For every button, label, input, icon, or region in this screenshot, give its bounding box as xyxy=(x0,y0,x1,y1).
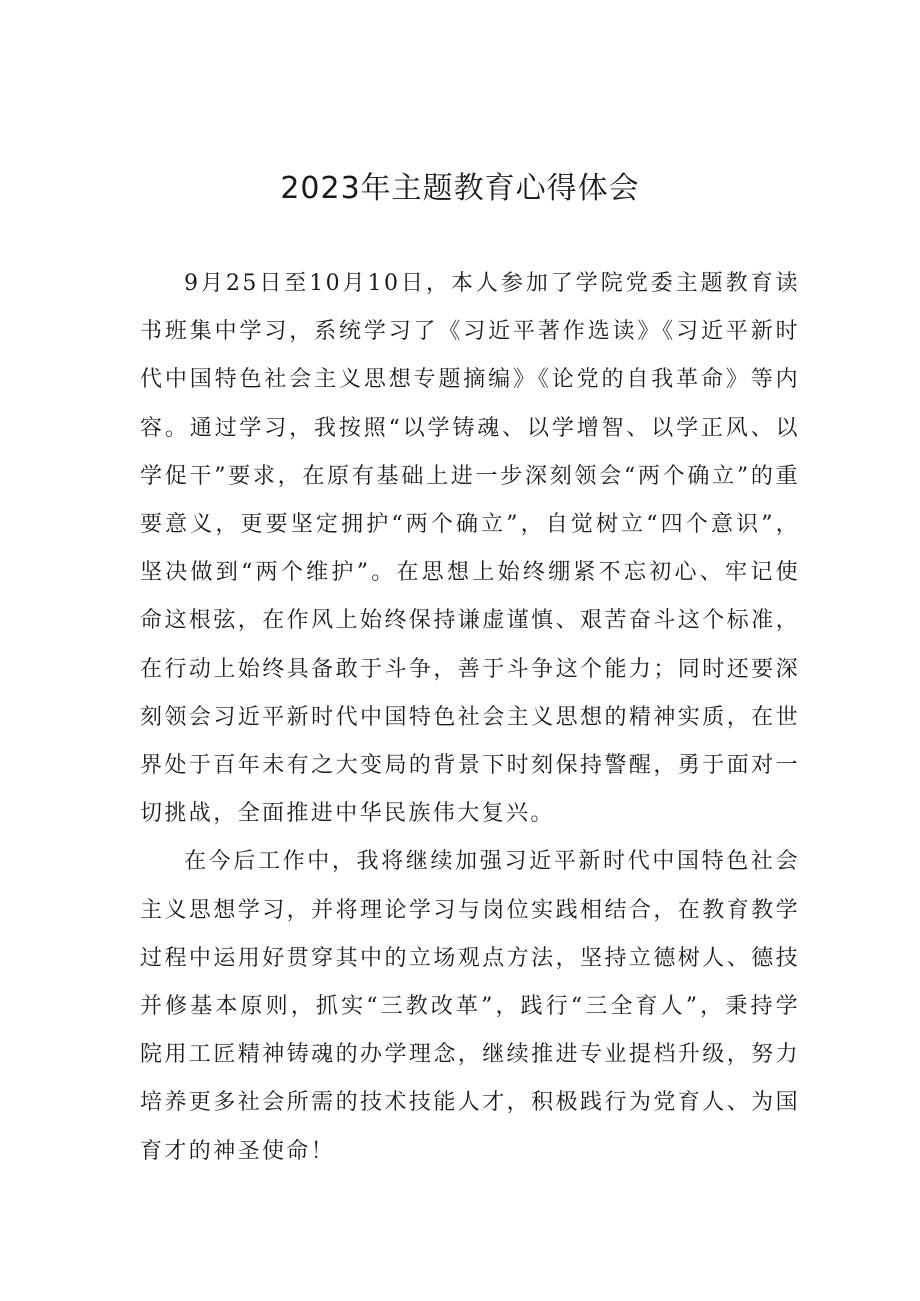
document-body xyxy=(140,260,800,1176)
document-title: 2023年主题教育心得体会 xyxy=(280,171,640,206)
paragraph-1: 9月25日至10月10日，本人参加了学院党委主题教育读书班集中学习，系统学习了《习近平著作选读》《习近平新时代中国特色社会主义思想专题摘编》《论党的自我革命》等内容。通过学习，我按照“以学铸魂、以学增智、以学正风、以学促干”要求，在原有基础上进一步深刻领会“两个确立”的重要意义，更要坚定拥护“两个确立”，自觉树立“四个意识”，坚决做到“两个维护”。在思想上始终绷紧不忘初心、牢记使命这根弦，在作风上始终保持谦虚谨慎、艰苦奋斗这个标准，在行动上始终具备敢于斗争，善于斗争这个能力；同时还要深刻领会习近平新时代中国特色社会主义思想的精神实质，在世界处于百年未有之大变局的背景下时刻保持警醒，勇于面对一切挑战，全面推进中华民族伟大复兴。 xyxy=(140,271,800,827)
paragraph-2: 在今后工作中，我将继续加强习近平新时代中国特色社会主义思想学习，并将理论学习与岗位实践相结合，在教育教学过程中运用好贯穿其中的立场观点方法，坚持立德树人、德技并修基本原则，抓实“三教改革”，践行“三全育人”，秉持学院用工匠精神铸魂的办学理念，继续推进专业提档升级，努力培养更多社会所需的技术技能人才，积极践行为党育人、为国育才的神圣使命！ xyxy=(140,849,800,1164)
